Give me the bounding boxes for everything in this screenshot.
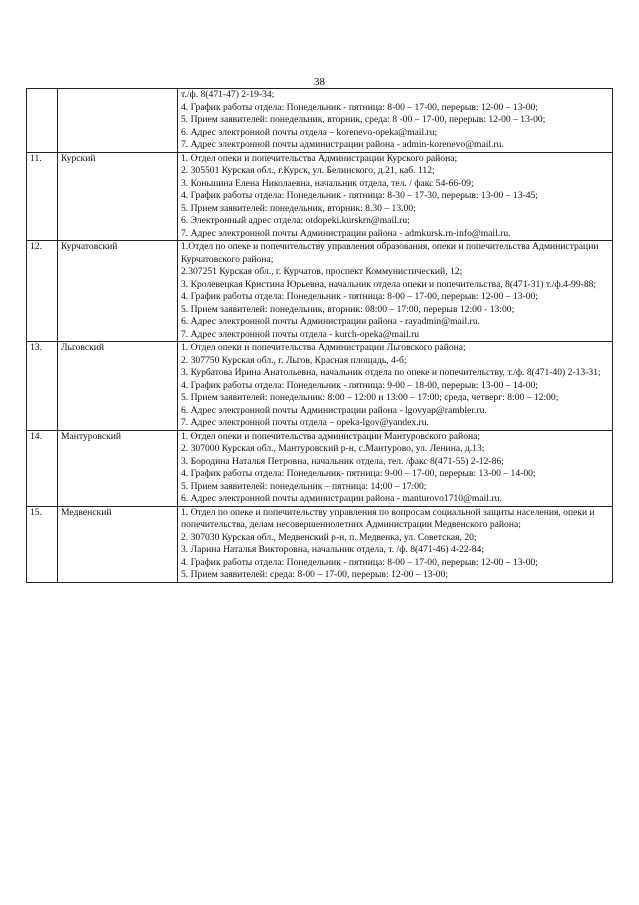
table-row: [27, 241, 613, 342]
row-number: 11.: [27, 152, 58, 241]
row-number: 13.: [27, 342, 58, 431]
detail-line: 2. 307750 Курская обл., г. Льгов, Красная площадь, 4-б;: [181, 354, 407, 366]
detail-line: 1. Отдел опеки и попечительства администрации Мантуровского района;: [181, 430, 481, 442]
office-details: [178, 342, 613, 431]
table-row: [27, 430, 613, 506]
table-row: [27, 152, 613, 241]
detail-line: 5. Прием заявителей: понедельник, вторник: 8.30 – 13.00;: [181, 202, 416, 214]
detail-line: 6. Электронный адрес отдела: otdopeki.kurskrn@mail.ru;: [181, 215, 410, 226]
district-name: Курский: [58, 152, 178, 241]
detail-line: 3. Курбатова Ирина Анатольевна, начальник отдела по опеке и попечительству, т./ф. 8(471-40) 2-13-31;: [181, 367, 601, 378]
office-details: [178, 506, 613, 582]
detail-line: 5. Прием заявителей: среда: 8-00 – 17-00, перерыв: 12-00 – 13-00;: [181, 569, 449, 580]
detail-line: 4. График работы отдела: Понедельник - пятница: 8-00 – 17-00, перерыв: 12-00 – 13-00;: [181, 291, 538, 302]
detail-line: 4. График работы отдела: Понедельник - пятница: 8-30 – 17-30, перерыв: 13-00 – 13-45;: [181, 190, 538, 201]
district-name: [58, 89, 178, 153]
detail-line: 3. Коньшина Елена Николаевна, начальник отдела, тел. / факс 54-66-09;: [181, 177, 474, 189]
district-name: Льговский: [58, 342, 178, 431]
detail-line: 5. Прием заявителей: понедельник: 8:00 – 12:00 и 13:00 – 17:00; среда, четверг: 8:00 – 12:00;: [181, 392, 559, 403]
detail-line: 3. Кролевецкая Кристина Юрьевна, начальник отдела опеки и попечительства, 8(471-31) т./ф.4-99-88;: [181, 278, 597, 290]
detail-line: 2. 307030 Курская обл., Медвенский р-н, п. Медвенка, ул. Советская, 20;: [181, 531, 477, 543]
detail-line: 1. Отдел по опеке и попечительству управления по вопросам социальной защиты населения, опеки и попечительства, делам несовершеннолетних Администрации Медвенского района;: [181, 506, 595, 530]
office-details: [178, 89, 613, 153]
detail-line: 2. 307000 Курская обл., Мантуровский р-н, с.Мантурово, ул. Ленина, д.13;: [181, 443, 485, 454]
row-number: 12.: [27, 241, 58, 342]
detail-line: 7. Адрес электронной почты Администрации района - admkursk.rn-info@mail.ru.: [181, 227, 511, 239]
detail-line: 2.307251 Курская обл., г. Курчатов, проспект Коммунистический, 12;: [181, 266, 463, 277]
detail-line: 7. Адрес электронной почты администрации района - admin-korenevo@mail.ru.: [181, 139, 504, 150]
detail-line: т./ф. 8(471-47) 2-19-34;: [181, 89, 275, 100]
detail-line: 5. Прием заявителей: понедельник, вторник, среда: 8 -00 – 17-00, перерыв: 12-00 – 13-00;: [181, 114, 546, 125]
detail-line: 6. Адрес электронной почты Администрации района - lgovyap@rambler.ru.: [181, 404, 487, 416]
detail-line: 6. Адрес электронной почты администрации района - manturovo1710@mail.ru.: [181, 493, 502, 504]
row-number: [27, 89, 58, 153]
detail-line: 1. Отдел опеки и попечительства Администрации Льговского района;: [181, 342, 466, 353]
district-name: Курчатовский: [58, 241, 178, 342]
detail-line: 4. График работы отдела: Понедельник - пятница: 8-00 – 17-00, перерыв: 12-00 – 13-00;: [181, 101, 538, 113]
row-number: 15.: [27, 506, 58, 582]
table-row: [27, 89, 613, 153]
detail-line: 3. Бородина Наталья Петровна, начальник отдела, тел. /факс 8(471-55) 2-12-86;: [181, 455, 504, 467]
detail-line: 5. Прием заявителей: понедельник – пятница: 14:00 – 17:00;: [181, 480, 427, 492]
district-name: Мантуровский: [58, 430, 178, 506]
detail-line: 4. График работы отдела: Понедельник- пятница: 9-00 – 17-00, перерыв: 13-00 – 14-00;: [181, 468, 536, 479]
detail-line: 4. График работы отдела: Понедельник - пятница: 9-00 – 18-00, перерыв: 13-00 – 14-00;: [181, 379, 538, 391]
detail-line: 7. Адрес электронной почты отдела - kurch-opeka@mail.ru: [181, 328, 420, 340]
detail-line: 2. 305501 Курская обл., г.Курск, ул. Белинского, д.21, каб. 112;: [181, 165, 435, 176]
page-number: 38: [314, 76, 325, 88]
detail-line: 5. Прием заявителей: понедельник, вторник: 08:00 – 17:00, перерыв 12:00 - 13:00;: [181, 303, 515, 315]
detail-line: 1.Отдел по опеке и попечительству управления образования, опеки и попечительства Администрации Курчатовского района;: [181, 241, 599, 265]
detail-line: 3. Ларина Наталья Викторовна, начальник отдела, т. /ф. 8(471-46) 4-22-84;: [181, 544, 485, 555]
detail-line: 1. Отдел опеки и попечительства Администрации Курского района;: [181, 152, 458, 164]
office-details: [178, 241, 613, 342]
row-number: 14.: [27, 430, 58, 506]
detail-line: 6. Адрес электронной почты Администрации района - rayadmin@mail.ru.: [181, 316, 480, 327]
office-details: [178, 430, 613, 506]
table-row: [27, 342, 613, 431]
detail-line: 7. Адрес электронной почты отдела – opeka-lgov@yandex.ru.: [181, 417, 429, 428]
table-row: [27, 506, 613, 582]
detail-line: 6. Адрес электронной почты отдела – korenevo-opeka@mail.ru;: [181, 126, 438, 138]
district-name: Медвенский: [58, 506, 178, 582]
detail-line: 4. График работы отдела: Понедельник - пятница: 8-00 – 17-00, перерыв: 12-00 – 13-00;: [181, 556, 538, 568]
office-details: [178, 152, 613, 241]
guardianship-offices-table: [26, 88, 613, 583]
